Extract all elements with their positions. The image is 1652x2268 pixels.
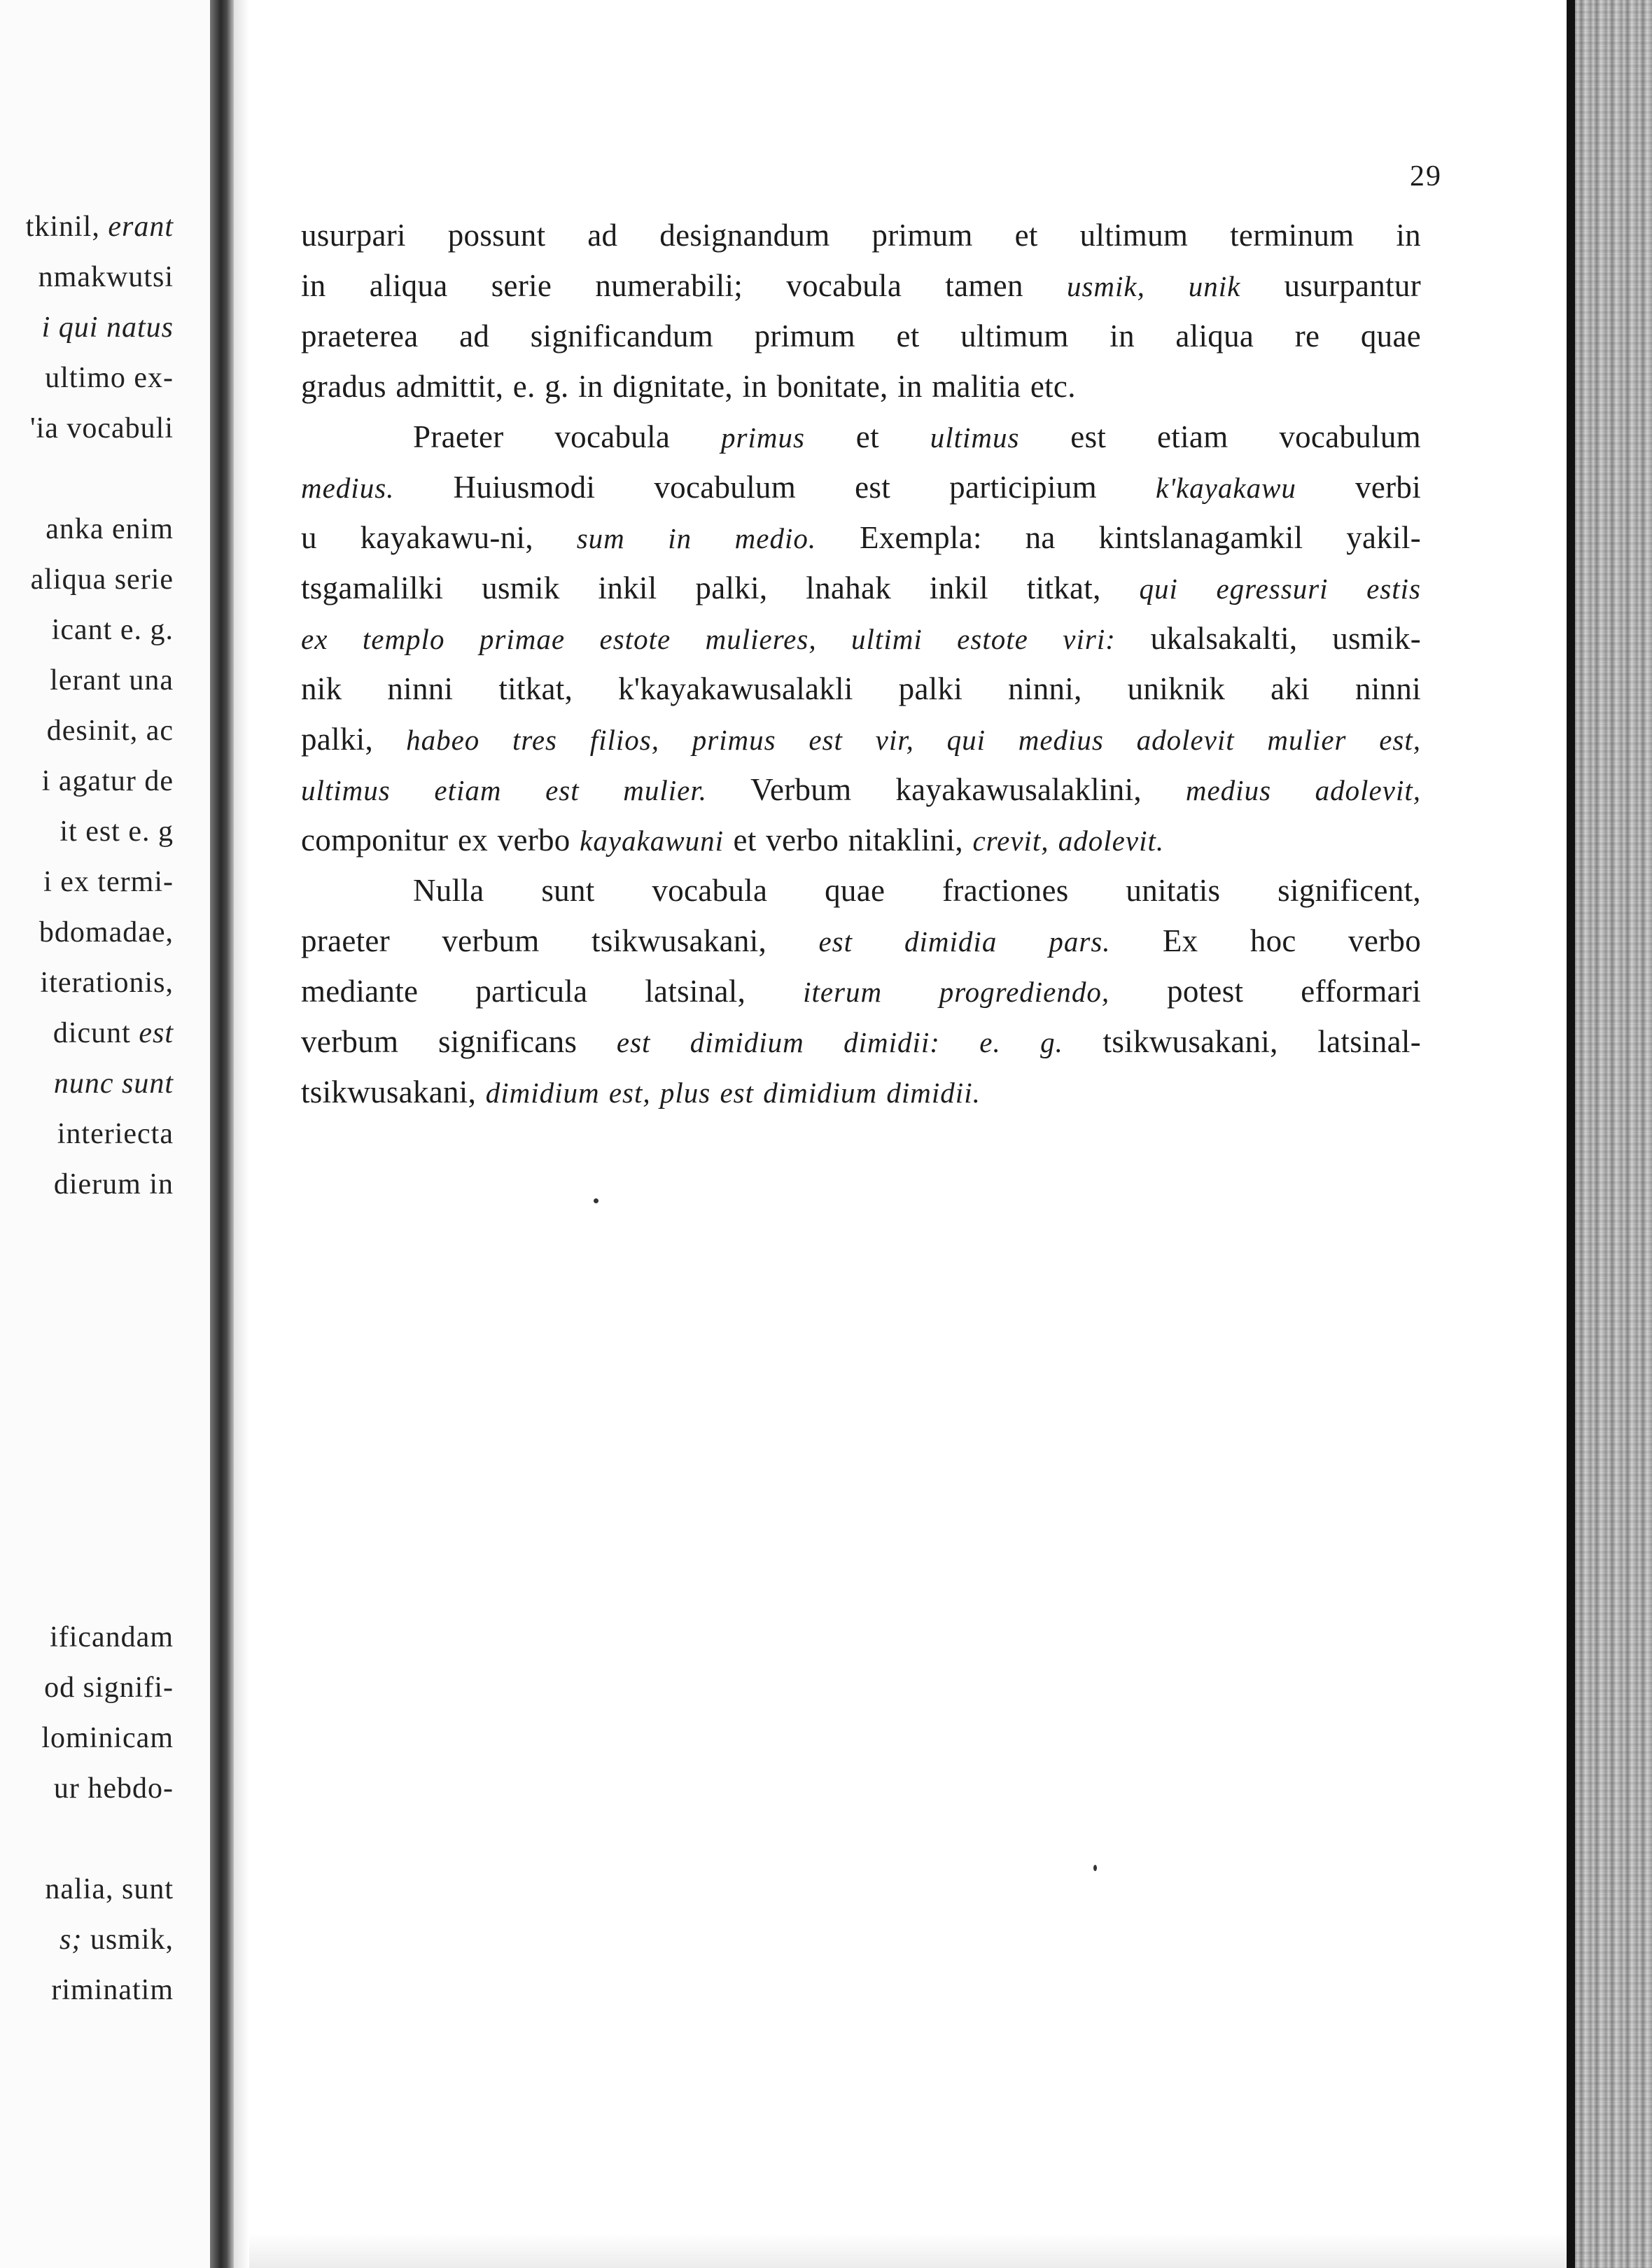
italic-gloss: medius. bbox=[301, 472, 395, 504]
text-line bbox=[301, 412, 1421, 462]
italic-gloss: kayakawuni bbox=[580, 825, 724, 857]
previous-page-line bbox=[30, 412, 174, 445]
previous-page-line-text: tkinil, bbox=[25, 211, 108, 243]
previous-page-line-text: anka enim bbox=[46, 513, 174, 545]
previous-page-line bbox=[44, 1671, 174, 1704]
text-run: ukalsakalti, usmik- bbox=[1115, 621, 1422, 656]
previous-page-line-italic: s; bbox=[59, 1924, 83, 1956]
italic-gloss: est dimidium dimidii: e. g. bbox=[616, 1026, 1063, 1058]
italic-gloss: ultimus etiam est mulier. bbox=[301, 774, 708, 806]
text-line bbox=[301, 916, 1421, 966]
text-run: Verbum kayakawusalaklini, bbox=[707, 772, 1186, 807]
previous-page-line-italic: nunc sunt bbox=[53, 1068, 174, 1100]
italic-gloss: primus bbox=[721, 421, 805, 454]
italic-gloss: est dimidia pars. bbox=[818, 925, 1111, 958]
text-run: in aliqua serie numerabili; vocabula tamen bbox=[301, 268, 1067, 303]
italic-gloss: habeo tres filios, primus est vir, qui medius adolevit mulier est, bbox=[406, 724, 1421, 756]
italic-gloss: ultimus bbox=[930, 421, 1020, 454]
previous-page-line-italic: erant bbox=[108, 211, 174, 243]
previous-page-line bbox=[41, 1721, 174, 1755]
previous-page-line-text: icant e. g. bbox=[51, 614, 174, 646]
previous-page-line bbox=[31, 563, 174, 596]
text-run: est etiam vocabulum bbox=[1019, 419, 1421, 454]
italic-gloss: medius adolevit, bbox=[1185, 774, 1421, 806]
previous-page-line-text: dicunt bbox=[52, 1017, 139, 1049]
text-line bbox=[301, 613, 1421, 664]
text-run: verbi bbox=[1296, 470, 1422, 505]
page-body-text bbox=[301, 210, 1421, 1117]
text-line bbox=[301, 311, 1421, 361]
previous-page-line bbox=[50, 1620, 174, 1654]
ink-speck bbox=[594, 1198, 598, 1203]
previous-page-line bbox=[45, 361, 174, 395]
italic-gloss: dimidium est, plus est dimidium dimidii. bbox=[485, 1077, 981, 1109]
ink-speck bbox=[1093, 1865, 1097, 1871]
previous-page-line bbox=[52, 613, 174, 647]
italic-gloss: k'kayakawu bbox=[1156, 472, 1296, 504]
previous-page-line bbox=[57, 1117, 174, 1151]
previous-page-line-text: lominicam bbox=[41, 1722, 174, 1754]
previous-page-line bbox=[26, 210, 174, 244]
italic-gloss: iterum progrediendo, bbox=[803, 976, 1110, 1008]
previous-page-line bbox=[38, 260, 174, 294]
previous-page-line bbox=[54, 1772, 174, 1805]
previous-page-line-text: i agatur de bbox=[41, 765, 174, 797]
paragraph bbox=[301, 412, 1421, 865]
text-run: componitur ex verbo bbox=[301, 822, 580, 858]
previous-page-line-italic: i qui natus bbox=[41, 312, 174, 344]
text-line bbox=[301, 764, 1421, 815]
text-run: praeter verbum tsikwusakani, bbox=[301, 923, 819, 958]
previous-page-line bbox=[50, 664, 174, 697]
text-line bbox=[301, 512, 1421, 563]
previous-page-line-text: aliqua serie bbox=[30, 564, 174, 596]
previous-page-line-text: ultimo ex- bbox=[45, 362, 174, 394]
text-run: verbum significans bbox=[301, 1024, 617, 1059]
book-gutter bbox=[210, 0, 234, 2268]
previous-page-line-text: iterationis, bbox=[40, 967, 174, 999]
previous-page-line bbox=[59, 815, 174, 848]
previous-page-line bbox=[54, 1168, 174, 1201]
text-line bbox=[301, 462, 1421, 512]
previous-page-line bbox=[46, 512, 174, 546]
bottom-shadow bbox=[249, 2233, 1567, 2268]
previous-page-line bbox=[45, 1872, 174, 1906]
text-run: usurpantur bbox=[1240, 268, 1421, 303]
previous-page-line-text: nmakwutsi bbox=[38, 261, 174, 293]
page-edge-band bbox=[1567, 0, 1575, 2268]
text-line bbox=[301, 260, 1421, 311]
text-run: tsikwusakani, latsinal- bbox=[1063, 1024, 1421, 1059]
previous-page-line-italic: est bbox=[139, 1017, 174, 1049]
previous-page-line bbox=[51, 1973, 174, 2007]
text-line bbox=[301, 361, 1421, 412]
text-run: Exempla: na kintslanagamkil yakil- bbox=[816, 520, 1422, 555]
previous-page-line-text: od signifi- bbox=[44, 1672, 174, 1704]
text-line bbox=[301, 1016, 1421, 1067]
italic-gloss: crevit, adolevit. bbox=[972, 825, 1165, 857]
previous-page-line bbox=[43, 865, 174, 899]
previous-page-fragment bbox=[0, 0, 210, 2268]
previous-page-line bbox=[41, 966, 174, 1000]
paragraph bbox=[301, 865, 1421, 1117]
italic-gloss: usmik, unik bbox=[1066, 270, 1241, 302]
previous-page-line-text: 'ia vocabuli bbox=[30, 412, 174, 444]
previous-page-line-text: lerant una bbox=[50, 664, 174, 696]
italic-gloss: ex templo primae estote mulieres, ultimi estote viri: bbox=[301, 623, 1116, 655]
text-run: nik ninni titkat, k'kayakawusalakli palki ninni, uniknik aki ninni bbox=[301, 671, 1421, 706]
previous-page-line-text: bdomadae, bbox=[38, 916, 174, 948]
previous-page-line-text: nalia, sunt bbox=[45, 1873, 174, 1905]
text-run: tsgamalilki usmik inkil palki, lnahak inkil titkat, bbox=[301, 570, 1140, 606]
text-line bbox=[301, 210, 1421, 260]
page-number: 29 bbox=[1410, 160, 1442, 192]
previous-page-line-text: usmik, bbox=[82, 1924, 174, 1956]
text-line bbox=[301, 714, 1421, 764]
previous-page-line-text: desinit, ac bbox=[46, 715, 174, 747]
previous-page-line-text: riminatim bbox=[51, 1974, 174, 2006]
previous-page-line bbox=[47, 714, 174, 748]
text-line bbox=[301, 815, 1421, 865]
previous-page-line-text: i ex termi- bbox=[43, 866, 174, 898]
previous-page-line bbox=[54, 1067, 174, 1100]
text-line bbox=[301, 664, 1421, 714]
previous-page-line-text: interiecta bbox=[57, 1118, 174, 1150]
book-edge-texture bbox=[1575, 0, 1652, 2268]
text-run: usurpari possunt ad designandum primum et ultimum terminum in bbox=[301, 218, 1421, 253]
text-line bbox=[301, 1067, 1421, 1117]
text-run: potest efformari bbox=[1110, 974, 1421, 1009]
text-line bbox=[301, 966, 1421, 1016]
text-run: et verbo nitaklini, bbox=[724, 822, 973, 858]
text-run: tsikwusakani, bbox=[301, 1074, 486, 1110]
previous-page-line bbox=[42, 764, 174, 798]
text-run: Huiusmodi vocabulum est participium bbox=[394, 470, 1156, 505]
text-line bbox=[301, 563, 1421, 613]
previous-page-line-text: ur hebdo- bbox=[53, 1772, 174, 1805]
text-run: Praeter vocabula bbox=[413, 419, 722, 454]
previous-page-line bbox=[39, 916, 174, 949]
previous-page-line bbox=[59, 1923, 174, 1956]
previous-page-line-text: ificandam bbox=[50, 1621, 174, 1653]
paragraph bbox=[301, 210, 1421, 412]
italic-gloss: qui egressuri estis bbox=[1139, 573, 1422, 605]
gutter-shadow bbox=[234, 0, 249, 2268]
previous-page-line bbox=[42, 311, 174, 344]
text-run: Nulla sunt vocabula quae fractiones unitatis significent, bbox=[413, 873, 1421, 908]
previous-page-line-text: it est e. g bbox=[59, 816, 174, 848]
text-run: palki, bbox=[301, 722, 407, 757]
text-run: u kayakawu-ni, bbox=[301, 520, 577, 555]
text-run: praeterea ad significandum primum et ultimum in aliqua re quae bbox=[301, 318, 1421, 354]
text-line bbox=[301, 865, 1421, 916]
italic-gloss: sum in medio. bbox=[576, 522, 817, 554]
text-run: Ex hoc verbo bbox=[1110, 923, 1421, 958]
text-run: et bbox=[804, 419, 930, 454]
previous-page-line-text: dierum in bbox=[53, 1168, 174, 1200]
text-run: mediante particula latsinal, bbox=[301, 974, 804, 1009]
previous-page-line bbox=[53, 1016, 174, 1050]
text-run: gradus admittit, e. g. in dignitate, in bonitate, in malitia etc. bbox=[301, 369, 1076, 404]
